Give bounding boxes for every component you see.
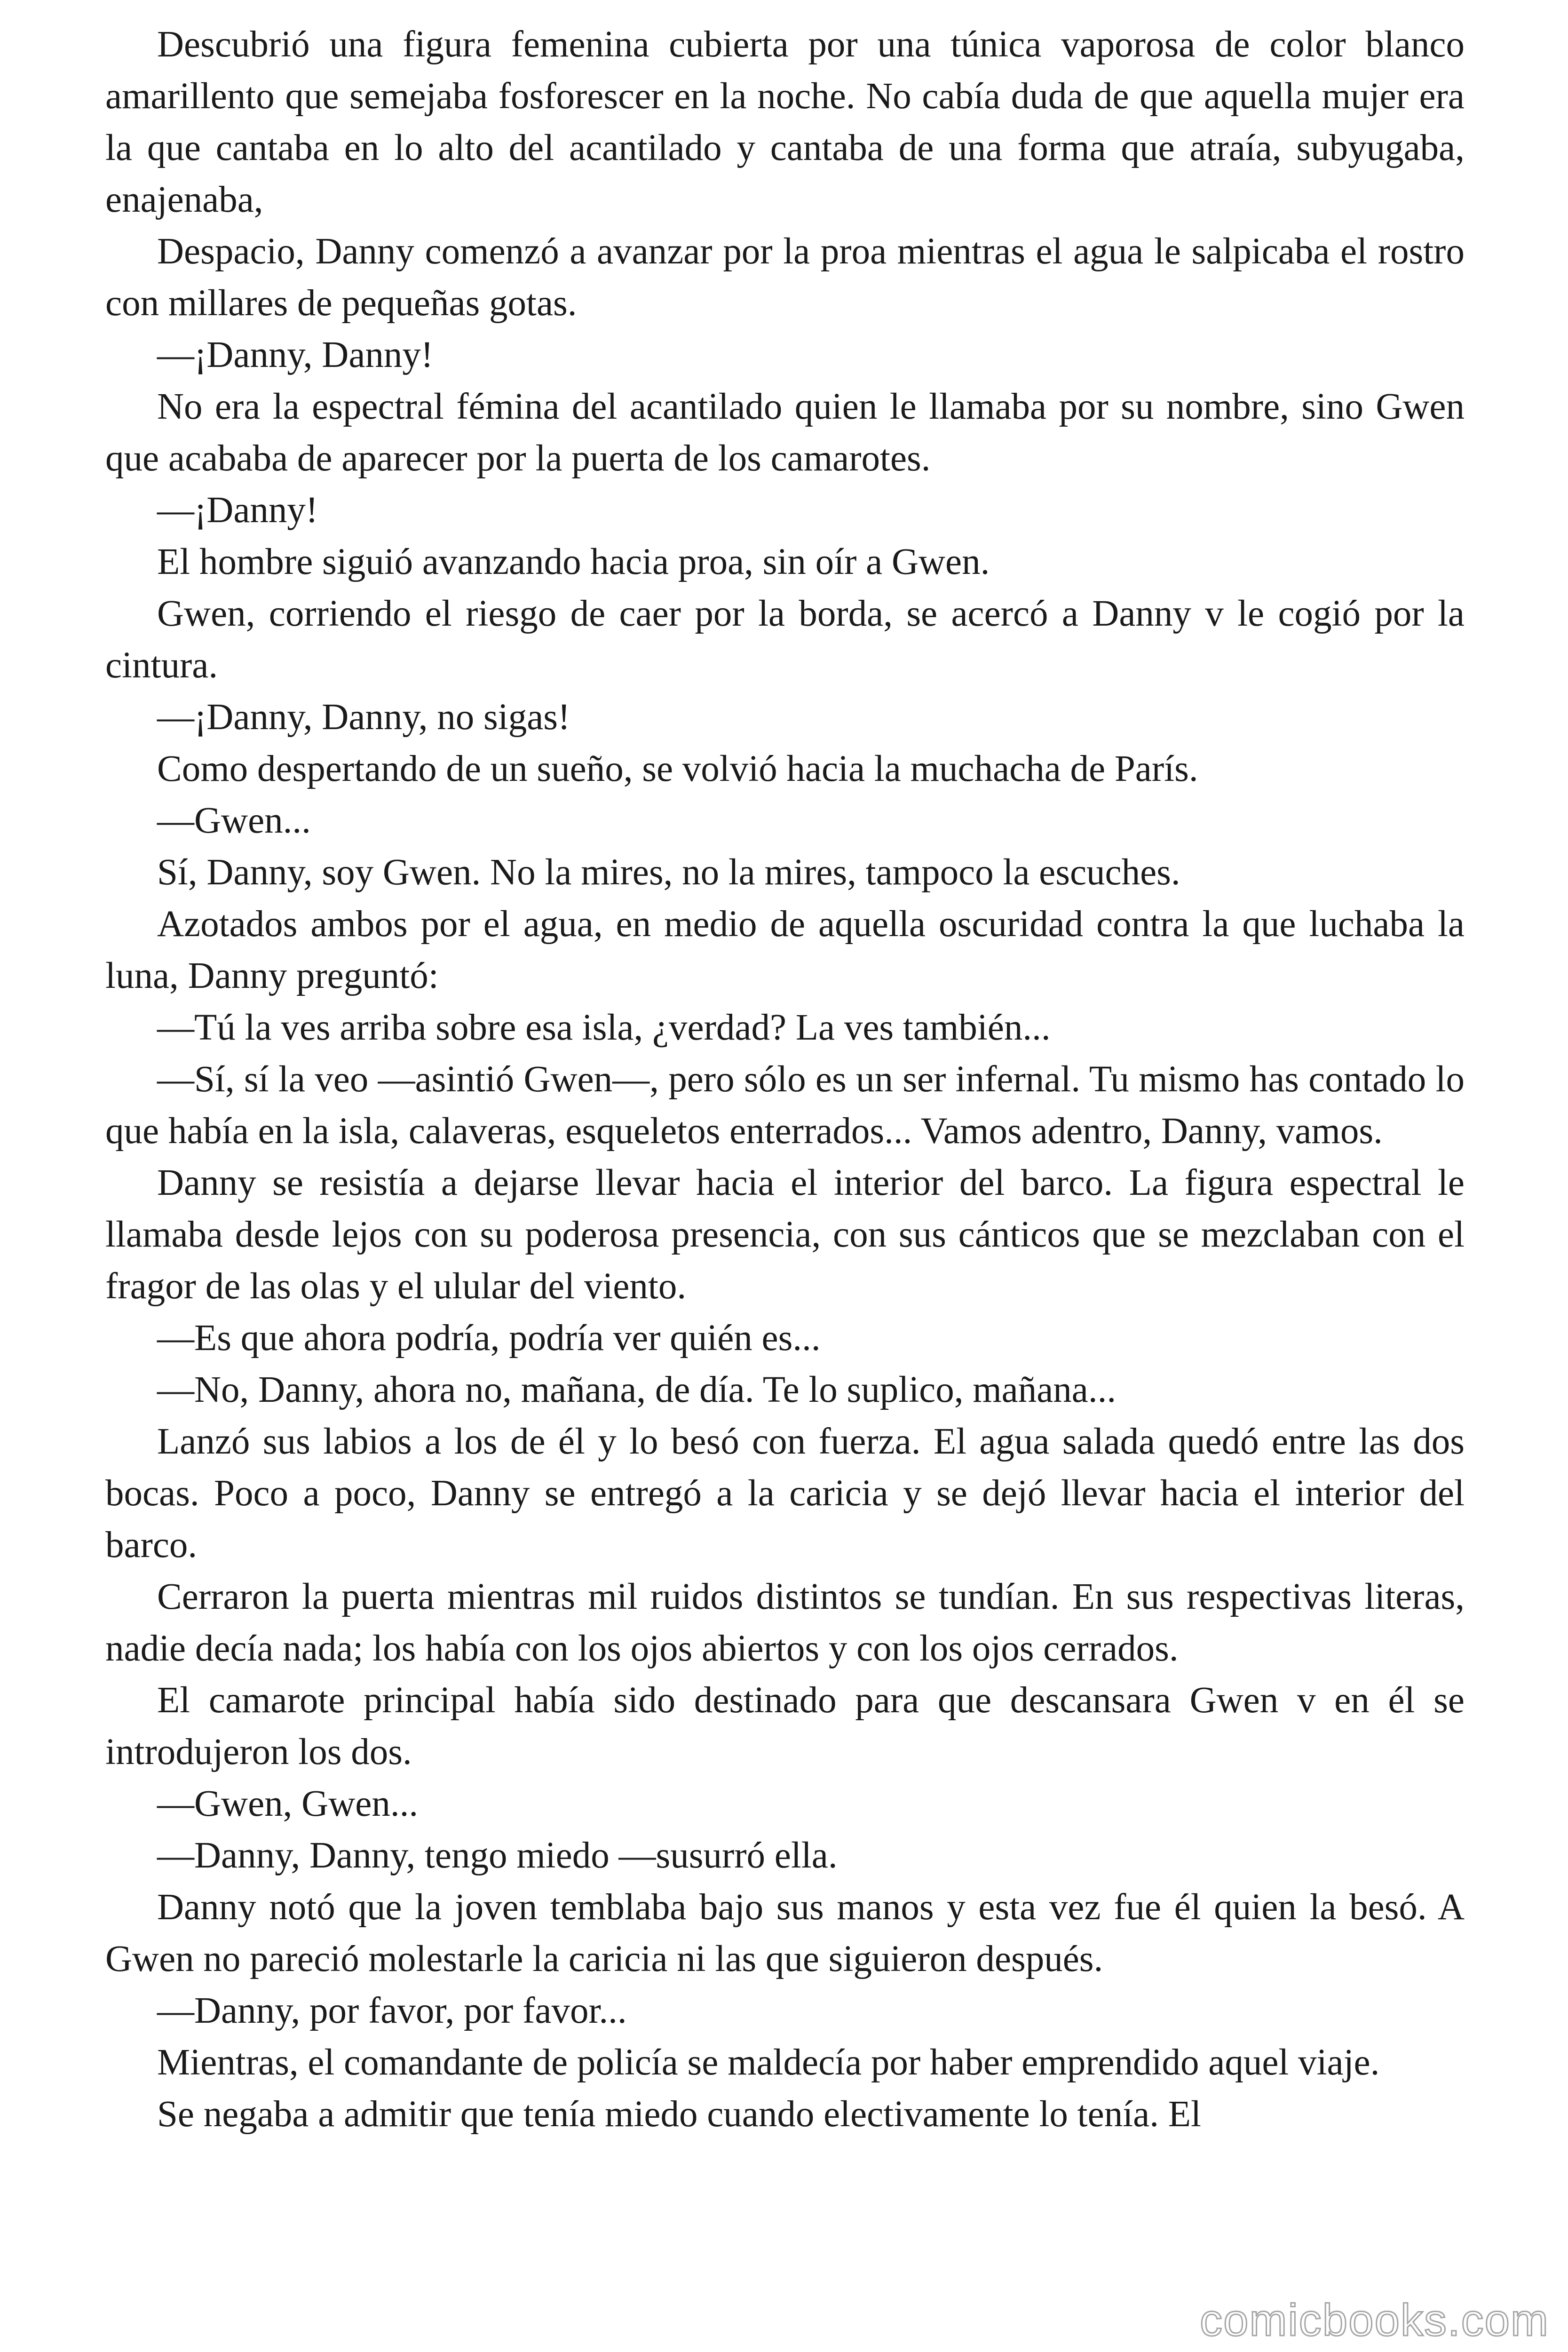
paragraph-8: —¡Danny, Danny, no sigas! [157, 697, 570, 738]
paragraph-23: Danny notó que la joven temblaba bajo sus manos y esta vez fue él quien la besó. A Gwen no pareció molestarle la caricia ni las que siguieron después. [105, 1887, 1465, 1979]
paragraph-10: —Gwen... [157, 800, 311, 841]
paragraph-14: —Sí, sí la veo —asintió Gwen—, pero sólo es un ser infernal. Tu mismo has contado lo que había en la isla, calaveras, esqueletos enterrados... Vamos adentro, Danny, vamos. [105, 1059, 1465, 1152]
paragraph-7: Gwen, corriendo el riesgo de caer por la borda, se acercó a Danny v le cogió por la cintura. [105, 593, 1465, 686]
paragraph-20: El camarote principal había sido destinado para que descansara Gwen v en él se introdujeron los dos. [105, 1680, 1465, 1772]
paragraph-6: El hombre siguió avanzando hacia proa, sin oír a Gwen. [157, 541, 990, 582]
paragraph-12: Azotados ambos por el agua, en medio de aquella oscuridad contra la que luchaba la luna, Danny preguntó: [105, 904, 1465, 996]
paragraph-26: Se negaba a admitir que tenía miedo cuando electivamente lo tenía. El [157, 2094, 1201, 2135]
body-text [105, 19, 1465, 2140]
paragraph-9: Como despertando de un sueño, se volvió hacia la muchacha de París. [157, 748, 1198, 789]
paragraph-1: Descubrió una figura femenina cubierta por una túnica vaporosa de color blanco amarillento que semejaba fosforescer en la noche. No cabía duda de que aquella mujer era la que cantaba en lo alto del acantilado y cantaba de una forma que atraía, subyugaba, enajenaba, [105, 24, 1465, 220]
paragraph-13: —Tú la ves arriba sobre esa isla, ¿verdad? La ves también... [157, 1007, 1051, 1048]
paragraph-22: —Danny, Danny, tengo miedo —susurró ella. [157, 1835, 838, 1876]
paragraph-3: —¡Danny, Danny! [157, 334, 434, 375]
paragraph-11: Sí, Danny, soy Gwen. No la mires, no la mires, tampoco la escuches. [157, 852, 1180, 893]
paragraph-21: —Gwen, Gwen... [157, 1783, 419, 1824]
paragraph-15: Danny se resistía a dejarse llevar hacia el interior del barco. La figura espectral le llamaba desde lejos con su poderosa presencia, con sus cánticos que se mezclaban con el fragor de las olas y el ulular del viento. [105, 1162, 1465, 1307]
paragraph-24: —Danny, por favor, por favor... [157, 1990, 627, 2031]
paragraph-2: Despacio, Danny comenzó a avanzar por la proa mientras el agua le salpicaba el rostro con millares de pequeñas gotas. [105, 231, 1465, 324]
paragraph-4: No era la espectral fémina del acantilado quien le llamaba por su nombre, sino Gwen que acababa de aparecer por la puerta de los camarotes. [105, 386, 1465, 479]
paragraph-19: Cerraron la puerta mientras mil ruidos distintos se tundían. En sus respectivas literas, nadie decía nada; los había con los ojos abiertos y con los ojos cerrados. [105, 1576, 1465, 1669]
watermark: comicbooks.com [1200, 2295, 1549, 2345]
paragraph-16: —Es que ahora podría, podría ver quién es... [157, 1318, 821, 1359]
paragraph-25: Mientras, el comandante de policía se maldecía por haber emprendido aquel viaje. [157, 2042, 1380, 2083]
paragraph-17: —No, Danny, ahora no, mañana, de día. Te lo suplico, mañana... [157, 1369, 1117, 1410]
paragraph-18: Lanzó sus labios a los de él y lo besó con fuerza. El agua salada quedó entre las dos bocas. Poco a poco, Danny se entregó a la caricia y se dejó llevar hacia el interior del barco. [105, 1421, 1465, 1565]
paragraph-5: —¡Danny! [157, 490, 318, 531]
